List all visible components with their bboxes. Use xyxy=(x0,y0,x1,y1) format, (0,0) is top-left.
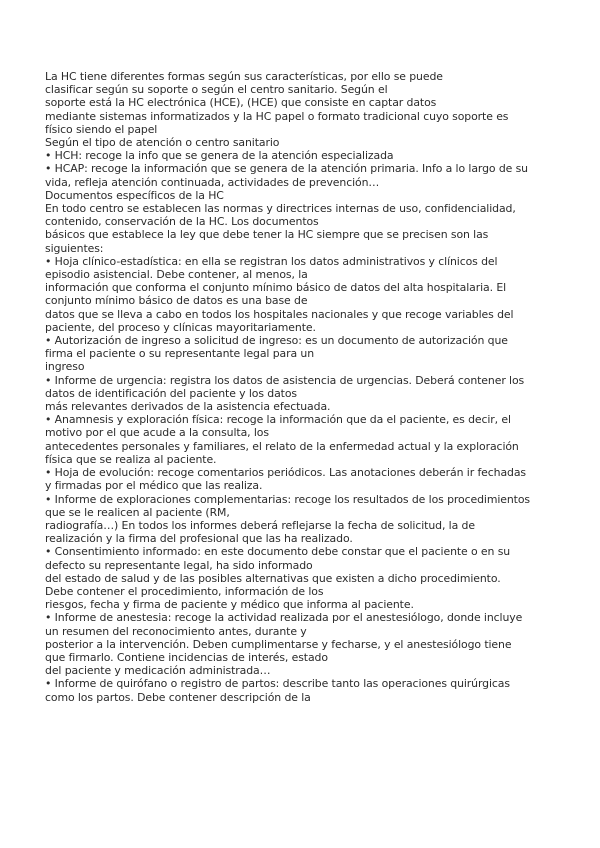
text-line: física que se realiza al paciente. xyxy=(45,452,217,466)
list-item: • Hoja de evolución: recoge comentarios periódicos. Las anotaciones deberán ir fechadas xyxy=(45,466,527,480)
text-line: ingreso xyxy=(45,360,85,374)
text-line: y firmadas por el médico que las realiza. xyxy=(45,479,263,493)
text-line: radiografía…) En todos los informes deberá reflejarse la fecha de solicitud, la de xyxy=(45,518,475,532)
text-line: posterior a la intervención. Deben cumplimentarse y fecharse, y el anestesiólogo tiene xyxy=(45,637,512,651)
text-line: firma el paciente o su representante legal para un xyxy=(45,347,315,361)
list-item: • Informe de anestesia: recoge la actividad realizada por el anestesiólogo, donde incluye xyxy=(45,611,523,625)
text-line: básicos que establece la ley que debe tener la HC siempre que se precisen son las xyxy=(45,228,489,242)
text-line: riesgos, fecha y firma de paciente y médico que informa al paciente. xyxy=(45,598,414,612)
list-item: • Informe de quirófano o registro de partos: describe tanto las operaciones quirúrgicas xyxy=(45,677,510,691)
text-line: datos de identificación del paciente y los datos xyxy=(45,386,297,400)
text-line: clasificar según su soporte o según el centro sanitario. Según el xyxy=(45,83,388,97)
text-line: del paciente y medicación administrada… xyxy=(45,664,271,678)
section-heading: Documentos específicos de la HC xyxy=(45,188,224,202)
list-item: • Autorización de ingreso a solicitud de ingreso: es un documento de autorización que xyxy=(45,334,508,348)
list-item: • Informe de urgencia: registra los datos de asistencia de urgencias. Deberá contener los xyxy=(45,373,525,387)
list-item: • Hoja clínico-estadística: en ella se registran los datos administrativos y clínicos del xyxy=(45,254,498,268)
list-item: • Anamnesis y exploración física: recoge la información que da el paciente, es decir, el xyxy=(45,413,511,427)
text-line: paciente, del proceso y clínicas mayoritariamente. xyxy=(45,320,316,334)
text-line: vida, refleja atención continuada, actividades de prevención… xyxy=(45,175,380,189)
text-line: realización y la firma del profesional que las ha realizado. xyxy=(45,532,353,546)
text-line: episodio asistencial. Debe contener, al menos, la xyxy=(45,268,308,282)
document-body xyxy=(45,70,565,704)
text-line: contenido, conservación de la HC. Los documentos xyxy=(45,215,319,229)
text-line: más relevantes derivados de la asistencia efectuada. xyxy=(45,400,331,414)
text-line: del estado de salud y de las posibles alternativas que existen a dicho procedimiento. xyxy=(45,571,501,585)
text-line: motivo por el que acude a la consulta, los xyxy=(45,426,269,440)
text-line: datos que se lleva a cabo en todos los hospitales nacionales y que recoge variables del xyxy=(45,307,514,321)
text-line: un resumen del reconocimiento antes, durante y xyxy=(45,624,307,638)
list-item: • Informe de exploraciones complementarias: recoge los resultados de los procedimientos xyxy=(45,492,530,506)
list-item: • Consentimiento informado: en este documento debe constar que el paciente o en su xyxy=(45,545,511,559)
text-line: conjunto mínimo básico de datos es una base de xyxy=(45,294,308,308)
text-line: que firmarlo. Contiene incidencias de interés, estado xyxy=(45,650,328,664)
text-line: físico siendo el papel xyxy=(45,122,158,136)
text-line: soporte está la HC electrónica (HCE), (HCE) que consiste en captar datos xyxy=(45,96,437,110)
text-line: defecto su representante legal, ha sido informado xyxy=(45,558,313,572)
text-line: siguientes: xyxy=(45,241,104,255)
list-item: • HCAP: recoge la información que se genera de la atención primaria. Info a lo largo de su xyxy=(45,162,528,176)
text-line: En todo centro se establecen las normas y directrices internas de uso, confidencialidad, xyxy=(45,202,516,216)
text-line: que se le realicen al paciente (RM, xyxy=(45,505,230,519)
text-line: Debe contener el procedimiento, información de los xyxy=(45,584,324,598)
text-line: como los partos. Debe contener descripción de la xyxy=(45,690,311,704)
section-heading: Según el tipo de atención o centro sanitario xyxy=(45,136,280,150)
text-line: antecedentes personales y familiares, el relato de la enfermedad actual y la exploración xyxy=(45,439,519,453)
text-line: información que conforma el conjunto mínimo básico de datos del alta hospitalaria. El xyxy=(45,281,507,295)
text-line: La HC tiene diferentes formas según sus características, por ello se puede xyxy=(45,70,443,83)
list-item: • HCH: recoge la info que se genera de la atención especializada xyxy=(45,149,394,163)
text-line: mediante sistemas informatizados y la HC papel o formato tradicional cuyo soporte es xyxy=(45,109,509,123)
